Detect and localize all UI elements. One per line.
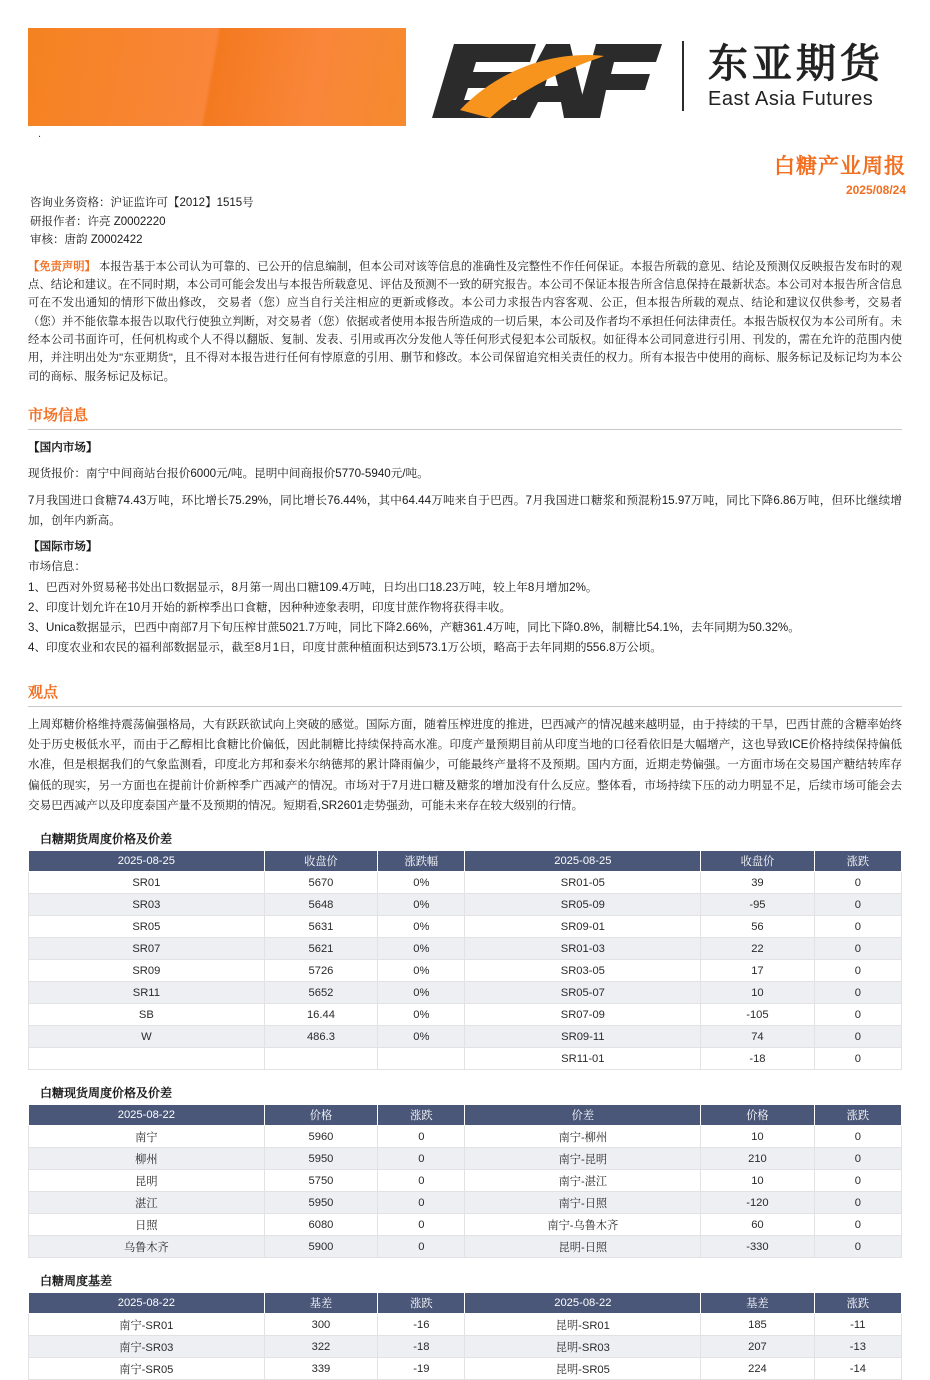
table-cell: SR11: [29, 982, 265, 1004]
table-row[interactable]: [29, 1236, 902, 1258]
reviewer-line: 审核：唐韵 Z0002422: [30, 234, 143, 247]
table-cell: 16.44: [264, 1004, 377, 1026]
column-header[interactable]: 涨跌: [814, 851, 901, 872]
international-item-2: 2、印度计划允许在10月开始的新榨季出口食糖，因种种迹象表明，印度甘蔗作物将获得丰收。: [28, 600, 512, 614]
table-cell: 0%: [378, 960, 465, 982]
table-cell: 486.3: [264, 1026, 377, 1048]
table-cell: 0: [378, 1236, 465, 1258]
data-table: [28, 850, 902, 1070]
table-block-3: [28, 1272, 902, 1380]
page-header: [0, 0, 930, 197]
table-cell: 南宁-SR03: [29, 1336, 265, 1358]
logo-divider: [682, 41, 684, 111]
table-row[interactable]: [29, 894, 902, 916]
table-cell: 300: [264, 1314, 377, 1336]
table-row[interactable]: [29, 1148, 902, 1170]
table-cell: 南宁-SR01: [29, 1314, 265, 1336]
table-cell: -11: [814, 1314, 901, 1336]
table-cell: 南宁: [29, 1126, 265, 1148]
table-cell: 207: [701, 1336, 814, 1358]
section-divider: [28, 429, 902, 430]
company-name-en: East Asia Futures: [708, 87, 874, 110]
table-cell: 0%: [378, 1004, 465, 1026]
section-header-market-info: [28, 404, 902, 430]
table-cell: 0: [814, 1170, 901, 1192]
table-cell: 10: [701, 1126, 814, 1148]
table-cell: 322: [264, 1336, 377, 1358]
disclaimer-block: [28, 258, 902, 386]
column-header[interactable]: 价格: [264, 1105, 377, 1126]
table-cell: 柳州: [29, 1148, 265, 1170]
table-cell: SR11-01: [465, 1048, 701, 1070]
table-cell: 南宁-乌鲁木齐: [465, 1214, 701, 1236]
section-title-market-info: 市场信息: [28, 405, 89, 424]
table-cell: 185: [701, 1314, 814, 1336]
table-cell: 5750: [264, 1170, 377, 1192]
table-cell: 0%: [378, 1026, 465, 1048]
table-cell: [29, 1048, 265, 1070]
table-cell: SR07: [29, 938, 265, 960]
table-row[interactable]: [29, 1026, 902, 1048]
table-cell: SR07-09: [465, 1004, 701, 1026]
table-cell: 5648: [264, 894, 377, 916]
table-cell: 南宁-昆明: [465, 1148, 701, 1170]
table-row[interactable]: [29, 1336, 902, 1358]
orange-banner: [28, 28, 406, 126]
table-row[interactable]: [29, 872, 902, 894]
table-cell: 日照: [29, 1214, 265, 1236]
table-cell: 0%: [378, 982, 465, 1004]
table-row[interactable]: [29, 1314, 902, 1336]
table-cell: 5950: [264, 1192, 377, 1214]
table-title: 白糖周度基差: [40, 1274, 113, 1289]
data-table: [28, 1104, 902, 1258]
table-row[interactable]: [29, 960, 902, 982]
table-row[interactable]: [29, 982, 902, 1004]
table-cell: 74: [701, 1026, 814, 1048]
table-cell: 5670: [264, 872, 377, 894]
table-cell: 0: [814, 1214, 901, 1236]
table-cell: SR01: [29, 872, 265, 894]
table-header-row: [29, 1293, 902, 1314]
table-cell: 5950: [264, 1148, 377, 1170]
table-row[interactable]: [29, 1170, 902, 1192]
column-header[interactable]: 价差: [465, 1105, 701, 1126]
report-title-block: [774, 150, 906, 197]
dot-marker: .: [38, 128, 42, 140]
table-cell: -16: [378, 1314, 465, 1336]
table-row[interactable]: [29, 1192, 902, 1214]
table-cell: 0: [814, 1048, 901, 1070]
table-cell: 5621: [264, 938, 377, 960]
table-cell: 0: [814, 960, 901, 982]
table-cell: 5652: [264, 982, 377, 1004]
international-market-label: 【国际市场】: [28, 540, 98, 554]
table-row[interactable]: [29, 916, 902, 938]
report-meta: [30, 194, 930, 250]
table-cell: 6080: [264, 1214, 377, 1236]
table-cell: -14: [814, 1358, 901, 1380]
table-cell: SR03: [29, 894, 265, 916]
table-header-row: [29, 1105, 902, 1126]
table-cell: 0: [814, 1148, 901, 1170]
table-cell: 60: [701, 1214, 814, 1236]
international-item-1: 1、巴西对外贸易秘书处出口数据显示，8月第一周出口糖109.4万吨，日均出口18.23万吨，较上年8月增加2%。: [28, 580, 598, 594]
table-cell: 0%: [378, 916, 465, 938]
disclaimer-text: 本报告基于本公司认为可靠的、已公开的信息编制，但本公司对该等信息的准确性及完整性不作任何保证。本报告所载的意见、结论及预测仅反映报告发布时的观点、结论和建议。在不同时期，本公司可能会发出与本报告所载意见、评估及预测不一致的研究报告。本公司不保证本报告所含信息保持在最新状态。本公司对本报告所含信息可在不发出通知的情形下做出修改， 交易者（您）应当自行关注相应的更新或修改。本公司力求报告内容客观、公正，但本报告所载的观点、结论和建议仅供参考，交易者（您）并不能依靠本报告以取代行使独立判断，对交易者（您）依据或者使用本报告所造成的一切后果，本公司及作者均不承担任何法律责任。本报告版权仅为本公司所有。未经本公司书面许可，任何机构或个人不得以翻版、复制、发表、引用或再次分发他人等任何形式侵犯本公司版权。如征得本公司同意进行引用、刊发的，需在允许的范围内使用，并注明出处为"东亚期货"，且不得对本报告进行任何有悖原意的引用、删节和修改。本公司保留追究相关责任的权力。所有本报告中使用的商标、服务标记及标记均为本公司的商标、服务标记及标记。: [28, 260, 902, 383]
table-cell: -13: [814, 1336, 901, 1358]
table-cell: 0%: [378, 894, 465, 916]
table-cell: SR09-11: [465, 1026, 701, 1048]
table-cell: 5726: [264, 960, 377, 982]
table-row[interactable]: [29, 1048, 902, 1070]
table-cell: 10: [701, 1170, 814, 1192]
table-cell: 0: [814, 872, 901, 894]
table-cell: SR05-09: [465, 894, 701, 916]
column-header[interactable]: 涨跌: [378, 1105, 465, 1126]
table-cell: 0%: [378, 938, 465, 960]
viewpoint-text: 上周郑糖价格维持震荡偏强格局，大有跃跃欲试向上突破的感觉。国际方面，随着压榨进度的推进，巴西减产的情况越来越明显，由于持续的干旱，巴西甘蔗的含糖率始终处于历史极低水平，而由于乙醇相比食糖比价偏低，因此制糖比持续保持高水准。印度产量预期目前从印度当地的口径看依旧是大幅增产，这也导致ICE价格持续保持偏低水准，但是根据我们的气象监测看，印度北方邦和泰米尔纳德邦的累计降雨偏少，可能最终产量将不及预期。国内方面，近期走势偏强。一方面市场在交易国产糖结转库存偏低的现实，另一方面也在提前计价新榨季广西减产的情况。市场对于7月进口糖及糖浆的增加没有什么反应。整体看，市场持续下压的动力明显不足，后续市场可能会去交易巴西减产以及印度泰国产量不及预期的情况。短期看,SR2601走势强劲，可能未来存在较大级别的行情。: [28, 717, 902, 812]
table-cell: [378, 1048, 465, 1070]
table-cell: 5960: [264, 1126, 377, 1148]
table-cell: 0: [814, 1026, 901, 1048]
table-cell: SB: [29, 1004, 265, 1026]
column-header[interactable]: 涨跌幅: [378, 851, 465, 872]
table-cell: [264, 1048, 377, 1070]
table-cell: 10: [701, 982, 814, 1004]
eaf-logo-icon: [418, 26, 668, 126]
qualification-line: 咨询业务资格：沪证监许可【2012】1515号: [30, 197, 254, 209]
column-header[interactable]: 价格: [701, 1105, 814, 1126]
company-name-cn: 东亚期货: [708, 40, 884, 87]
report-date: 2025/08/24: [845, 183, 906, 197]
column-header[interactable]: 2025-08-22: [465, 1293, 701, 1314]
table-cell: 南宁-柳州: [465, 1126, 701, 1148]
international-intro: 市场信息：: [28, 560, 86, 574]
table-cell: -19: [378, 1358, 465, 1380]
table-cell: -330: [701, 1236, 814, 1258]
domestic-market-label: 【国内市场】: [28, 440, 98, 454]
company-logo: [418, 26, 884, 126]
column-header[interactable]: 2025-08-25: [465, 851, 701, 872]
column-header[interactable]: 2025-08-22: [29, 1105, 265, 1126]
table-row[interactable]: [29, 1004, 902, 1026]
table-cell: SR03-05: [465, 960, 701, 982]
section-divider: [28, 706, 902, 707]
table-cell: SR09: [29, 960, 265, 982]
table-cell: SR01-05: [465, 872, 701, 894]
table-title: 白糖现货周度价格及价差: [40, 1086, 173, 1101]
table-cell: 210: [701, 1148, 814, 1170]
table-cell: 湛江: [29, 1192, 265, 1214]
table-cell: 0: [814, 1236, 901, 1258]
table-cell: 22: [701, 938, 814, 960]
table-block-2: [28, 1084, 902, 1258]
table-cell: 0: [814, 938, 901, 960]
table-cell: 56: [701, 916, 814, 938]
table-cell: SR01-03: [465, 938, 701, 960]
table-cell: 17: [701, 960, 814, 982]
table-cell: 0%: [378, 872, 465, 894]
author-line: 研报作者：许亮 Z0002220: [30, 215, 166, 228]
table-row[interactable]: [29, 938, 902, 960]
column-header[interactable]: 2025-08-25: [29, 851, 265, 872]
column-header[interactable]: 收盘价: [701, 851, 814, 872]
international-item-4: 4、印度农业和农民的福利部数据显示，截至8月1日，印度甘蔗种植面积达到573.1万公顷，略高于去年同期的556.8万公顷。: [28, 641, 662, 655]
table-cell: SR09-01: [465, 916, 701, 938]
table-cell: 0: [814, 1192, 901, 1214]
column-header[interactable]: 2025-08-22: [29, 1293, 265, 1314]
table-cell: 0: [814, 916, 901, 938]
table-cell: SR05-07: [465, 982, 701, 1004]
domestic-spot-quote: 现货报价：南宁中间商站台报价6000元/吨。昆明中间商报价5770-5940元/吨。: [28, 467, 429, 481]
table-cell: 0: [378, 1192, 465, 1214]
data-table: [28, 1292, 902, 1380]
table-cell: 0: [378, 1148, 465, 1170]
tables-container: [0, 830, 930, 1380]
table-cell: -105: [701, 1004, 814, 1026]
table-cell: 南宁-湛江: [465, 1170, 701, 1192]
table-cell: -95: [701, 894, 814, 916]
table-header-row: [29, 851, 902, 872]
table-cell: 0: [814, 982, 901, 1004]
disclaimer-tag: 【免责声明】: [28, 260, 96, 273]
viewpoint-body: [28, 715, 902, 816]
table-cell: -120: [701, 1192, 814, 1214]
column-header[interactable]: 收盘价: [264, 851, 377, 872]
table-cell: 39: [701, 872, 814, 894]
table-cell: 南宁-SR05: [29, 1358, 265, 1380]
table-cell: 5900: [264, 1236, 377, 1258]
section-title-viewpoint: 观点: [28, 682, 59, 701]
table-cell: 昆明-SR05: [465, 1358, 701, 1380]
table-cell: -18: [378, 1336, 465, 1358]
section-header-viewpoint: [28, 681, 902, 707]
page-title: 白糖产业周报: [774, 154, 906, 178]
column-header[interactable]: 涨跌: [814, 1293, 901, 1314]
table-cell: 0: [378, 1214, 465, 1236]
table-cell: 339: [264, 1358, 377, 1380]
table-cell: 0: [378, 1170, 465, 1192]
market-info-body: [28, 438, 902, 659]
international-item-3: 3、Unica数据显示，巴西中南部7月下旬压榨甘蔗5021.7万吨，同比下降2.66%，产糖361.4万吨，同比下降0.8%，制糖比54.1%，去年同期为50.32%。: [28, 621, 800, 635]
table-cell: 0: [814, 1004, 901, 1026]
table-cell: 0: [814, 1126, 901, 1148]
table-cell: 0: [814, 894, 901, 916]
column-header[interactable]: 涨跌: [378, 1293, 465, 1314]
table-cell: 昆明: [29, 1170, 265, 1192]
table-cell: 昆明-SR01: [465, 1314, 701, 1336]
table-block-1: [28, 830, 902, 1070]
table-cell: W: [29, 1026, 265, 1048]
column-header[interactable]: 基差: [264, 1293, 377, 1314]
table-row[interactable]: [29, 1126, 902, 1148]
table-row[interactable]: [29, 1214, 902, 1236]
column-header[interactable]: 涨跌: [814, 1105, 901, 1126]
table-cell: 昆明-SR03: [465, 1336, 701, 1358]
table-cell: 南宁-日照: [465, 1192, 701, 1214]
table-cell: 乌鲁木齐: [29, 1236, 265, 1258]
column-header[interactable]: 基差: [701, 1293, 814, 1314]
table-cell: 昆明-日照: [465, 1236, 701, 1258]
table-cell: 224: [701, 1358, 814, 1380]
table-cell: -18: [701, 1048, 814, 1070]
table-cell: 5631: [264, 916, 377, 938]
table-row[interactable]: [29, 1358, 902, 1380]
table-cell: SR05: [29, 916, 265, 938]
table-cell: 0: [378, 1126, 465, 1148]
domestic-import-stats: 7月我国进口食糖74.43万吨，环比增长75.29%，同比增长76.44%，其中64.44万吨来自于巴西。7月我国进口糖浆和预混粉15.97万吨，同比下降6.86万吨，但环比继续增加，创年内新高。: [28, 493, 902, 527]
table-title: 白糖期货周度价格及价差: [40, 832, 173, 847]
